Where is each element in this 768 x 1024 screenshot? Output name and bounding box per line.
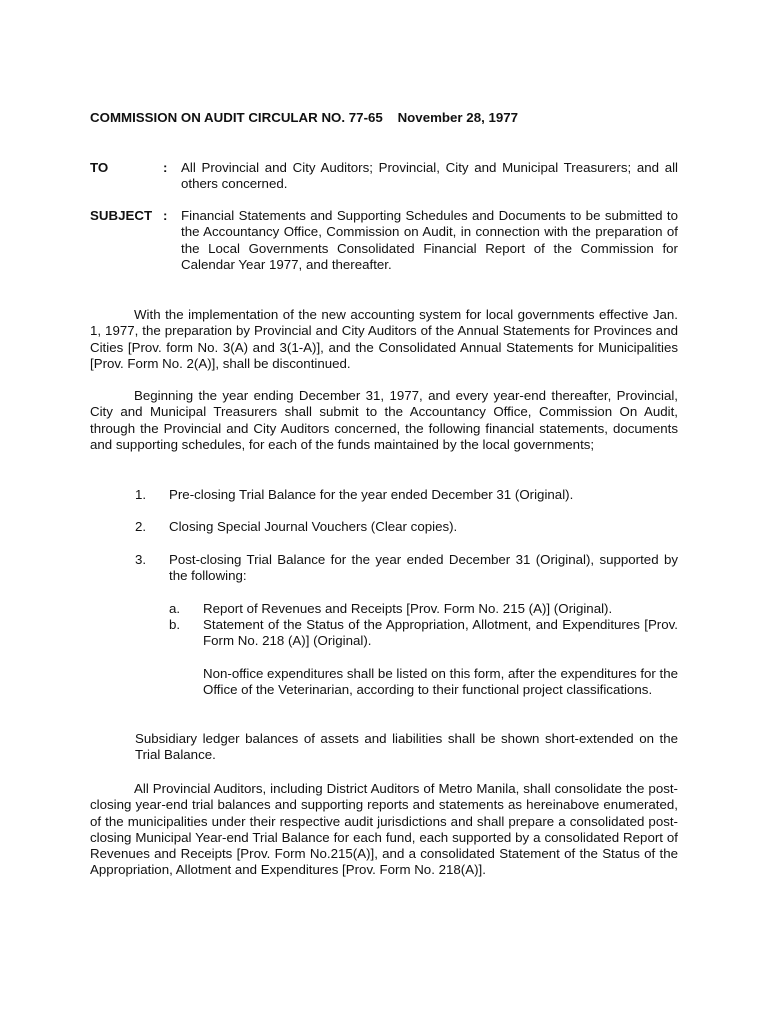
subject-text: Financial Statements and Supporting Schedules and Documents to be submitted to the Accountancy Office, Commission on Audit, in connection with the preparation of the Local Governments Consolidated Financial Report of the Commission for Calendar Year 1977, and thereafter. bbox=[181, 208, 678, 272]
circular-title: COMMISSION ON AUDIT CIRCULAR NO. 77-65 November 28, 1977 bbox=[90, 110, 519, 125]
paragraph-implementation: With the implementation of the new accounting system for local governments effective Jan. 1, 1977, the preparation by Provincial and City Auditors of the Annual Statements for Provinces and Cities [Prov. form No. 3(A) and 3(1-A)], and the Consolidated Annual Statements for Municipalities [Prov. Form No. 2(A)], shall be discontinued. bbox=[90, 307, 678, 371]
sub-list-item-letter: a. bbox=[169, 601, 181, 616]
list-item-text: Post-closing Trial Balance for the year ended December 31 (Original), supported by the following: bbox=[169, 552, 678, 584]
sub-list-item-letter: b. bbox=[169, 617, 181, 632]
list-item-number: 1. bbox=[135, 487, 147, 502]
subject-colon: : bbox=[163, 208, 168, 223]
paragraph-consolidation: All Provincial Auditors, including District Auditors of Metro Manila, shall consolidate the post-closing year-end trial balances and supporting reports and statements as hereinabove enumerated, of the municipalities under their respective audit jurisdictions and shall prepare a consolidated post-closing Municipal Year-end Trial Balance for each fund, each supported by a consolidated Report of Revenues and Receipts [Prov. Form No.215(A)], and a consolidated Statement of the Status of the Appropriation, Allotment and Expenditures [Prov. Form No. 218(A)]. bbox=[90, 781, 678, 878]
list-item-number: 3. bbox=[135, 552, 147, 567]
subject-label: SUBJECT bbox=[90, 208, 153, 223]
list-item-text: Pre-closing Trial Balance for the year ended December 31 (Original). bbox=[169, 487, 574, 502]
to-colon: : bbox=[163, 160, 168, 175]
list-item-number: 2. bbox=[135, 519, 147, 534]
non-office-note: Non-office expenditures shall be listed on this form, after the expenditures for the Office of the Veterinarian, according to their functional project classifications. bbox=[203, 666, 679, 698]
paragraph-beginning: Beginning the year ending December 31, 1977, and every year-end thereafter, Provincial, City and Municipal Treasurers shall submit to the Accountancy Office, Commission On Audit, through the Provincial and City Auditors concerned, the following financial statements, documents and supporting schedules, for each of the funds maintained by the local governments; bbox=[90, 388, 678, 452]
to-label: TO bbox=[90, 160, 109, 175]
to-text: All Provincial and City Auditors; Provincial, City and Municipal Treasurers; and all others concerned. bbox=[181, 160, 678, 192]
list-item-text: Closing Special Journal Vouchers (Clear copies). bbox=[169, 519, 458, 534]
sub-list-item-text: Statement of the Status of the Appropriation, Allotment, and Expenditures [Prov. Form No. 218 (A)] (Original). bbox=[203, 617, 678, 649]
sub-list-item-text: Report of Revenues and Receipts [Prov. Form No. 215 (A)] (Original). bbox=[203, 601, 613, 616]
subsidiary-ledger-note: Subsidiary ledger balances of assets and liabilities shall be shown short-extended on the Trial Balance. bbox=[135, 731, 678, 763]
